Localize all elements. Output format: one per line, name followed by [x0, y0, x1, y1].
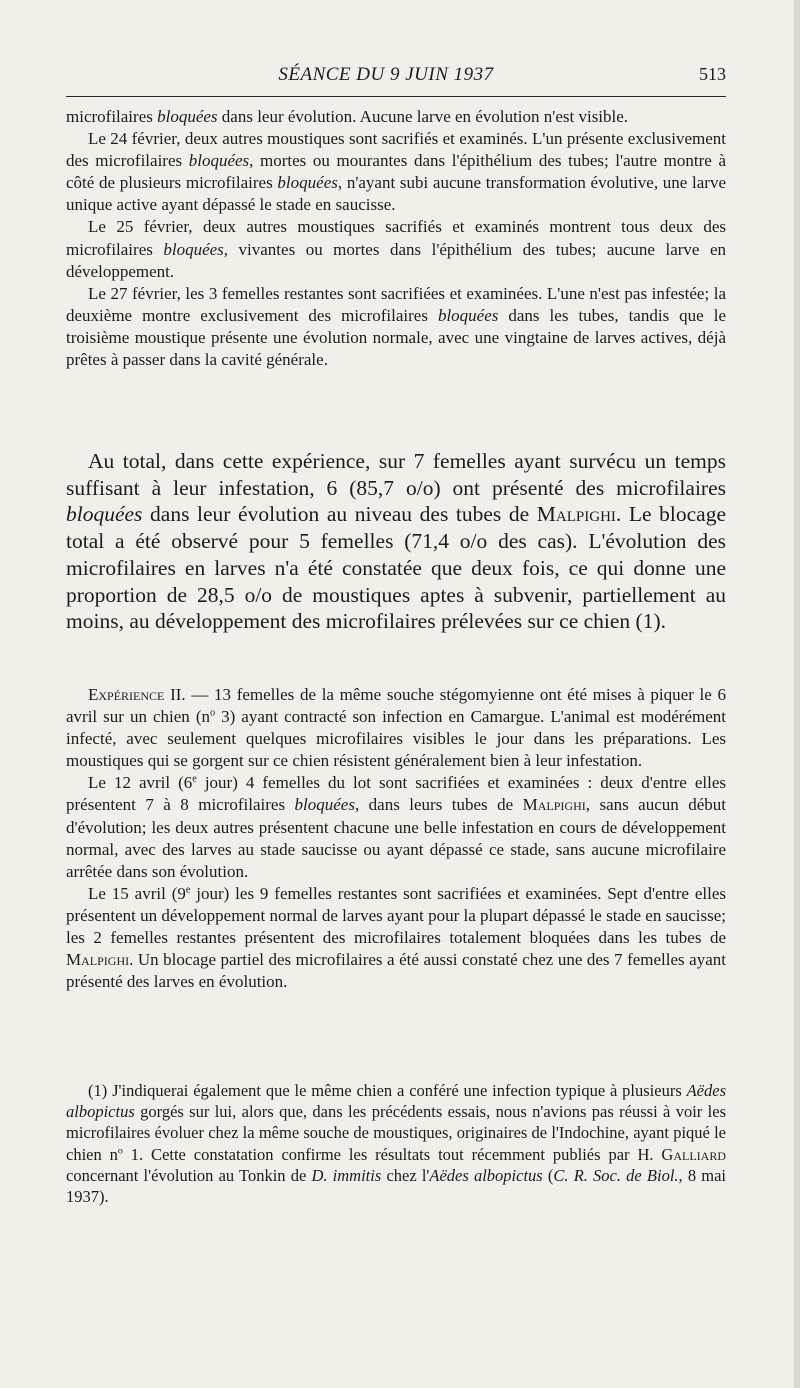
species-name: Aëdes albopictus [429, 1165, 543, 1185]
text: dans leur évolution au niveau des tubes de [142, 502, 537, 527]
paragraph-4 [66, 283, 726, 371]
text: Le 15 avril (9 [88, 883, 186, 903]
paragraph-2 [66, 128, 726, 216]
text: ( [542, 1165, 554, 1185]
page-number: 513 [699, 64, 726, 84]
text: jour) 4 femelles du lot sont sacrifiées et examinées : deux d'entre elles présentent 7 à 8 microfilaires [66, 773, 726, 815]
experience-2-section [66, 684, 726, 993]
experience-2-paragraph-2 [66, 772, 726, 882]
italic-term: bloquées [294, 795, 355, 815]
superscript: o [117, 1145, 123, 1157]
text: dans les tubes, tandis que le troisième moustique présente une évolution normale, avec une vingtaine de larves actives, déjà prêtes à passer dans la cavité générale. [66, 305, 727, 370]
text: concernant l'évolution au Tonkin de [66, 1165, 312, 1185]
text: — 13 femelles de la même souche stégomyienne ont été mises à piquer le 6 avril sur un chien (n [66, 685, 726, 727]
section-1 [66, 106, 726, 371]
citation: C. R. Soc. de Biol. [553, 1165, 679, 1185]
author-name: Malpighi [522, 795, 586, 815]
footnote-paragraph [66, 1080, 726, 1207]
text: Le 25 février, deux autres moustiques sacrifiés et examinés montrent tous deux des microfilaires [66, 217, 726, 259]
text: (1) J'indiquerai également que le même chien a conféré une infection typique à plusieurs [88, 1081, 687, 1100]
text: , vivantes ou mortes dans l'épithélium des tubes; aucune larve en développement. [66, 239, 726, 281]
author-name: Malpighi [66, 950, 130, 970]
section-heading: Expérience II. [88, 685, 186, 704]
species-name: Aëdes albopictus [66, 1081, 726, 1122]
text: , 8 mai 1937). [66, 1165, 726, 1207]
experience-2-paragraph-1 [66, 684, 726, 772]
italic-term: bloquées [277, 173, 338, 193]
author-name: Malpighi [536, 502, 616, 527]
text: Le 24 février, deux autres moustiques sont sacrifiés et examinés. L'un présente exclusivement des microfilaires [66, 129, 726, 171]
species-name: D. immitis [311, 1165, 382, 1185]
text: gorgés sur lui, alors que, dans les précédents essais, nous n'avions pas réussi à voir les microfilaires évoluer chez la même souche de moustiques, originaires de l'Indochine, ayant piqué le chien n [66, 1102, 726, 1164]
text: Le 12 avril (6 [88, 773, 193, 793]
paragraph-1 [66, 106, 726, 128]
text: . Un blocage partiel des microfilaires a été aussi constaté chez une des 7 femelles ayant présenté des larves en évolution. [66, 950, 726, 992]
superscript: e [185, 884, 191, 896]
author-name: Galliard [661, 1144, 726, 1164]
experience-2-paragraph-3 [66, 883, 726, 993]
italic-term: bloquées [66, 502, 143, 527]
superscript: e [192, 773, 197, 785]
page-header [66, 60, 726, 90]
page-edge-shadow [794, 0, 800, 1388]
text: , dans leurs tubes de [354, 795, 523, 815]
text: jour) les 9 femelles restantes sont sacrifiées et examinées. Sept d'entre elles présentent un développement normal de larves ayant pour la plupart dépassé le stade en saucisse; les 2 femelles restantes présentent des microfilaires totalement bloquées dans les tubes de [66, 883, 726, 948]
text: , mortes ou mourantes dans l'épithélium des tubes; l'autre montre à côté de plusieurs microfilaires [66, 151, 726, 193]
italic-term: bloquées [437, 305, 499, 325]
italic-term: bloquées [188, 151, 250, 171]
text: , n'ayant subi aucune transformation évolutive, une larve unique active ayant dépassé le stade en saucisse. [66, 173, 726, 215]
footnote [66, 1080, 726, 1207]
text: chez l' [381, 1165, 430, 1185]
summary-paragraph [66, 448, 726, 635]
paragraph-3 [66, 216, 726, 282]
italic-term: bloquées [157, 107, 218, 126]
text: 1. Cette constatation confirme les résultats tout récemment publiés par H. [122, 1144, 662, 1164]
running-title: SÉANCE DU 9 JUIN 1937 [278, 64, 494, 85]
text: 3) ayant contracté son infection en Camargue. L'animal est modérément infecté, avec seulement quelques microfilaires visibles le jour dans les préparations. Les moustiques qui se gorgent sur ce chien résistent généralement bien à leur infestation. [66, 707, 727, 771]
header-rule [66, 96, 726, 97]
text: dans leur évolution. Aucune larve en évolution n'est visible. [217, 107, 629, 126]
text: microfilaires [66, 107, 158, 126]
italic-term: bloquées [163, 239, 224, 259]
text: Au total, dans cette expérience, sur 7 femelles ayant survécu un temps suffisant à leur infestation, 6 (85,7 o/o) ont présenté des microfilaires [66, 449, 726, 500]
superscript: o [210, 707, 216, 719]
text: . Le blocage total a été observé pour 5 femelles (71,4 o/o des cas). L'évolution des microfilaires en larves n'a été constatée que deux fois, ce qui donne une proportion de 28,5 o/o de moustiques aptes à subvenir, partiellement au moins, au développement des microfilaires prélevées sur ce chien (1). [66, 502, 726, 634]
text: Le 27 février, les 3 femelles restantes sont sacrifiées et examinées. L'une n'est pas infestée; la deuxième montre exclusivement des microfilaires [66, 283, 726, 325]
text: , sans aucun début d'évolution; les deux autres présentent chacune une belle infestation en cours de développement normal, avec des larves au stade saucisse ou ayant dépassé ce stade, sans aucune microfilaire arrêtée dans son évolution. [66, 795, 726, 881]
summary-section [66, 448, 726, 635]
